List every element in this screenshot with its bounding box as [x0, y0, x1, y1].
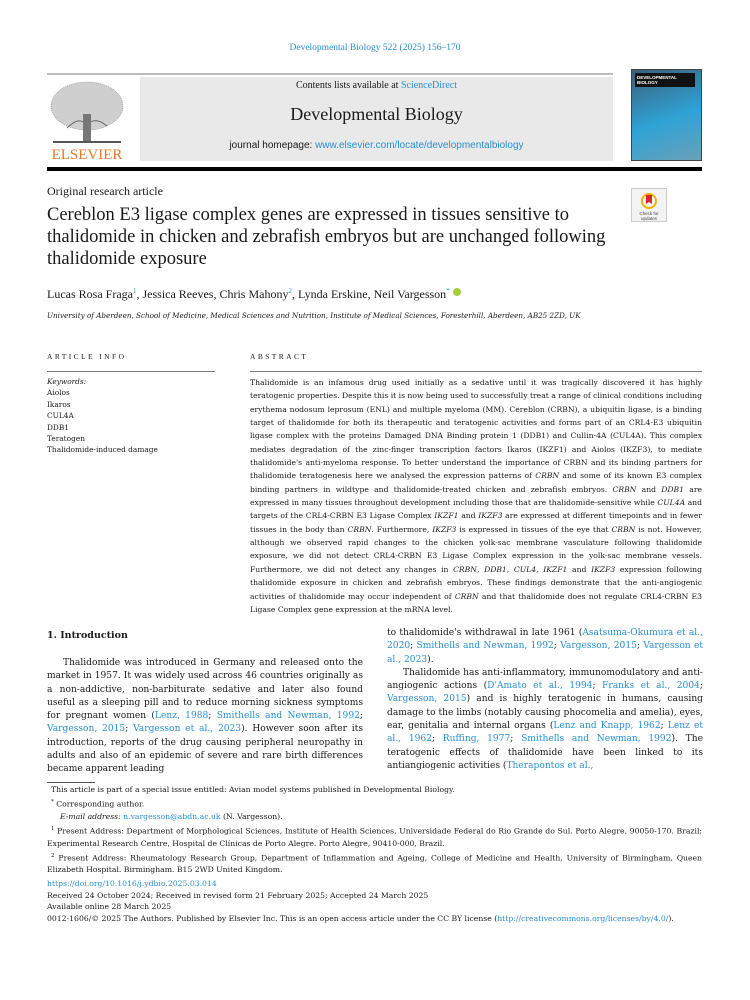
keyword: Aiolos: [47, 388, 70, 398]
gene-name: CRBN: [453, 564, 477, 574]
text-run: ) and is highly teratogenic in humans, causing damage to the limbs (notably causing phocomelia and amelia), eyes, ear, genitalia and internal organs (: [387, 694, 703, 732]
author-list: [47, 287, 461, 302]
text-run: is expressed in tissues of the eye that: [456, 524, 612, 534]
text-run: ;: [510, 734, 522, 745]
text-run: ). However soon after its introduction, reports of the drug causing peripheral neuropathy in adults and also of an epidemic of severe and rare birth differences became apparent leading: [47, 724, 363, 775]
citation-link[interactable]: Vargesson et al., 2023: [387, 641, 703, 665]
corresponding-author: Corresponding author.: [56, 799, 145, 809]
journal-reference[interactable]: Developmental Biology 522 (2025) 156–170: [289, 43, 461, 53]
citation-link[interactable]: Asatsuma-Okumura et al., 2020: [387, 628, 704, 652]
keyword: Teratogen: [47, 434, 85, 444]
license-text: 0012-1606/© 2025 The Authors. Published by Elsevier Inc. This is an open access article under the CC BY license (: [47, 913, 498, 923]
affiliation: University of Aberdeen, School of Medicine, Medical Sciences and Nutrition, Institute of Medical Sciences, Foresterhill, Aberdeen, AB25 2ZD, UK: [47, 311, 581, 320]
separator: ,: [213, 287, 220, 301]
paragraph: [387, 667, 703, 773]
text-run: expression following thalidomide exposure in chicken and zebrafish embryos. These findings demonstrate that the anti-angiogenic activities of thalidomide may occur independent of: [250, 564, 702, 601]
gene-name: CRBN: [611, 524, 636, 534]
gene-name: DDB1: [661, 484, 684, 494]
sciencedirect-link[interactable]: ScienceDirect: [400, 80, 458, 91]
license-suffix: ).: [668, 913, 674, 923]
text-run: and: [636, 484, 662, 494]
email-suffix: (N. Vargesson).: [220, 811, 283, 821]
keyword: Thalidomide-induced damage: [47, 445, 158, 455]
journal-name: Developmental Biology: [290, 104, 463, 124]
check-for-updates-label: Check for updates: [639, 211, 659, 221]
footnote-mark: *: [51, 799, 54, 806]
text-run: are expressed at different timepoints and in fewer tissues in the body than: [250, 511, 702, 534]
abstract-heading: ABSTRACT: [250, 352, 309, 361]
citation-link[interactable]: D'Amato et al., 1994: [487, 681, 593, 692]
keyword: Ikaros: [47, 399, 71, 409]
text-run: Thalidomide is an infamous drug used initially as a sedative until it was tragically discovered it has highly teratogenic properties. Despite this it is now being used to successfully treat a range of clinical conditions including erythema nodosum leprosum (ENL) and multiple myeloma (MM). Cereblon (CRBN), a ubiquitin ligase, is a binding target of thalidomide for both its therapeutic and teratogenic activities and forms part of an CRL4-E3 ubiquitin ligase complex with the proteins Damaged DNA Binding protein 1 (DDB1) and Cullin-4A (CUL4A). This complex mediates degradation of the zinc-finger transcription factors Ikaros (IKZF1) and Aiolos (IKZF3), to mediate thalidomide's anti-myeloma response. To better understand the importance of CRBN and its binding partners for thalidomide teratogenesis here we analysed the expression patterns of: [250, 378, 702, 481]
publisher-name: ELSEVIER: [51, 147, 123, 162]
journal-header: [140, 77, 613, 161]
author-footnote-mark[interactable]: *: [446, 287, 450, 295]
citation-link[interactable]: Smithells and Newman, 1992: [216, 711, 360, 722]
email-label: E-mail address:: [60, 811, 124, 821]
text-run: ).: [427, 654, 434, 665]
keyword: DDB1: [47, 422, 69, 432]
text-run: ;: [208, 711, 217, 722]
divider: [250, 371, 702, 372]
abstract-text: [250, 376, 702, 616]
author-name[interactable]: Chris Mahony: [219, 287, 289, 301]
citation-link[interactable]: Lenz et al., 1962: [387, 721, 703, 745]
text-run: and targets of the CRL4-CRBN E3 Ligase Complex: [250, 498, 702, 521]
text-run: ,: [536, 564, 544, 574]
footnotes: [47, 784, 702, 876]
text-run: and: [567, 564, 592, 574]
check-for-updates-button[interactable]: [631, 188, 667, 222]
footnote-mark: 2: [51, 852, 55, 859]
section-heading: 1. Introduction: [47, 630, 128, 641]
license-link[interactable]: http://creativecommons.org/licenses/by/4.0/: [497, 913, 669, 923]
divider: [47, 371, 215, 372]
text-run: are expressed in many tissues throughout development including those that are thalidomide-sensitive while: [250, 484, 702, 508]
text-run: to thalidomide's withdrawal in late 1961 (: [387, 628, 583, 638]
separator: ,: [367, 287, 374, 301]
cover-title: DEVELOPMENTAL BIOLOGY: [635, 73, 695, 87]
author-name[interactable]: Neil Vargesson: [373, 287, 447, 301]
text-run: ;: [125, 724, 134, 735]
separator: ,: [136, 287, 143, 301]
author-name[interactable]: Lynda Erskine: [297, 287, 368, 301]
text-run: ;: [359, 711, 363, 722]
paragraph: [387, 627, 703, 667]
text-run: and some of its known E3 complex binding partners in wildtype and thalidomide-treated chicken and zebrafish embryos.: [250, 471, 702, 494]
gene-name: CUL4: [513, 564, 537, 574]
author-footnote-mark[interactable]: 1: [132, 287, 137, 295]
homepage-link[interactable]: www.elsevier.com/locate/developmentalbiology: [315, 140, 524, 151]
footnote-1: Present Address: Department of Morphological Sciences, Institute of Health Sciences, Universidade Federal do Rio Grande do Sul. Porto Alegre, 90050-170. Brazil; Experimental Research Centre, Hospital de Clínicas de Porto Alegre. Porto Alegre, 90410-000, Brazil.: [47, 826, 702, 848]
text-run: and: [458, 511, 479, 521]
citation-link[interactable]: Ruffing, 1977: [442, 734, 511, 745]
gene-name: CRBN: [535, 471, 560, 481]
citation-link[interactable]: Vargesson et al., 2023: [133, 724, 242, 735]
text-run: ,: [506, 564, 514, 574]
footnote-rule: [47, 782, 95, 783]
article-type: Original research article: [47, 184, 163, 198]
bookmark-icon: [641, 192, 657, 210]
author-footnote-mark[interactable]: 2: [288, 287, 292, 295]
text-run: ;: [592, 681, 603, 692]
paragraph: [47, 657, 363, 777]
available-online: Available online 28 March 2025: [47, 902, 172, 912]
gene-name: IKZF1: [434, 511, 459, 521]
right-column: [387, 627, 703, 773]
text-run: ;: [699, 681, 703, 692]
footnote-2: Present Address: Rheumatology Research Group, Department of Inflammation and Ageing, College of Medicine and Health, University of Birmingham, Queen Elizabeth Hospital. Birmingham. B15 2WD United Kingdom.: [47, 853, 702, 875]
gene-name: DDB1: [484, 564, 507, 574]
elsevier-logo[interactable]: [47, 78, 127, 162]
text-run: ;: [636, 641, 644, 652]
text-run: ;: [553, 641, 561, 652]
citation-link[interactable]: Smithells and Newman, 1992: [416, 641, 554, 652]
citation-link[interactable]: Vargesson, 2015: [560, 641, 637, 652]
gene-name: CRBN: [612, 484, 637, 494]
gene-name: CUL4A: [657, 498, 686, 508]
orcid-icon[interactable]: [453, 288, 461, 296]
header-rule: [47, 73, 613, 75]
text-run: ;: [410, 641, 417, 652]
special-issue-note: This article is part of a special issue entitled: Avian model systems published in Developmental Biology.: [51, 785, 455, 794]
gene-name: IKZF3: [591, 564, 616, 574]
separator: ,: [291, 287, 298, 301]
citation-link[interactable]: Smithells and Newman, 1992: [521, 734, 672, 745]
header-bar: [47, 167, 702, 171]
email-link[interactable]: n.vargesson@abdn.ac.uk: [123, 811, 221, 821]
history-dates: Received 24 October 2024; Received in revised form 21 February 2025; Accepted 24 March 2025: [47, 890, 429, 900]
article-info-heading: ARTICLE INFO: [47, 352, 127, 361]
footnote-mark: 1: [51, 825, 55, 832]
gene-name: IKZF3: [478, 511, 503, 521]
text-run: . Furthermore,: [371, 524, 433, 534]
text-run: ). The teratogenic effects of thalidomide have been linked to its antiangiogenic activities (: [387, 734, 703, 771]
gene-name: IKZF1: [543, 564, 568, 574]
citation-link[interactable]: Lenz and Knapp, 1962: [553, 721, 661, 732]
author-name[interactable]: Lucas Rosa Fraga: [47, 287, 133, 301]
citation-link[interactable]: Therapontos et al.,: [506, 760, 594, 771]
keywords-label: Keywords:: [47, 377, 87, 386]
citation-link[interactable]: Franks et al., 2004: [602, 681, 700, 692]
citation-link[interactable]: Vargesson, 2015: [47, 724, 126, 735]
author-name[interactable]: Jessica Reeves: [142, 287, 214, 301]
gene-name: CRBN: [454, 591, 479, 601]
text-run: Thalidomide was introduced in Germany and released onto the market in 1957. It was widely used across 46 countries originally as a non-addictive, non-barbiturate sedative and later also found useful as a sleeping pill and to reduce morning sickness symptoms for pregnant women (: [47, 658, 363, 722]
text-run: ;: [660, 721, 668, 732]
journal-cover[interactable]: [631, 69, 702, 161]
text-run: is not. However, although we observed rapid changes to the chicken yolk-sac membrane vasculature following thalidomide exposure, we did not detect CRL4-CRBN E3 Ligase Complex expression in the yolk-sac membrane vessels. Furthermore, we did not detect any changes in: [250, 524, 702, 574]
article-title: Cereblon E3 ligase complex genes are expressed in tissues sensitive to thalidomide in chicken and zebrafish embryos but are unchanged following thalidomide exposure: [47, 205, 606, 269]
text-run: ,: [476, 564, 485, 574]
contents-prefix: Contents lists available at: [295, 80, 401, 91]
doi-link[interactable]: https://doi.org/10.1016/j.ydbio.2025.03.014: [47, 879, 217, 888]
keyword: CUL4A: [47, 411, 74, 421]
keywords: [47, 376, 158, 456]
citation-link[interactable]: Vargesson, 2015: [387, 694, 467, 705]
homepage-prefix: journal homepage:: [229, 140, 316, 151]
citation-link[interactable]: Lenz, 1988: [154, 711, 209, 722]
text-run: and that thalidomide does not regulate CRL4-CRBN E3 Ligase Complex gene expression at the mRNA level.: [250, 591, 702, 614]
text-run: ;: [431, 734, 443, 745]
gene-name: IKZF3: [432, 524, 457, 534]
article-metadata: [47, 878, 707, 924]
left-column: [47, 657, 363, 777]
elsevier-tree-icon: [47, 78, 127, 162]
gene-name: CRBN: [347, 524, 372, 534]
text-run: Thalidomide has anti-inflammatory, immunomodulatory and anti-angiogenic actions (: [387, 667, 703, 692]
